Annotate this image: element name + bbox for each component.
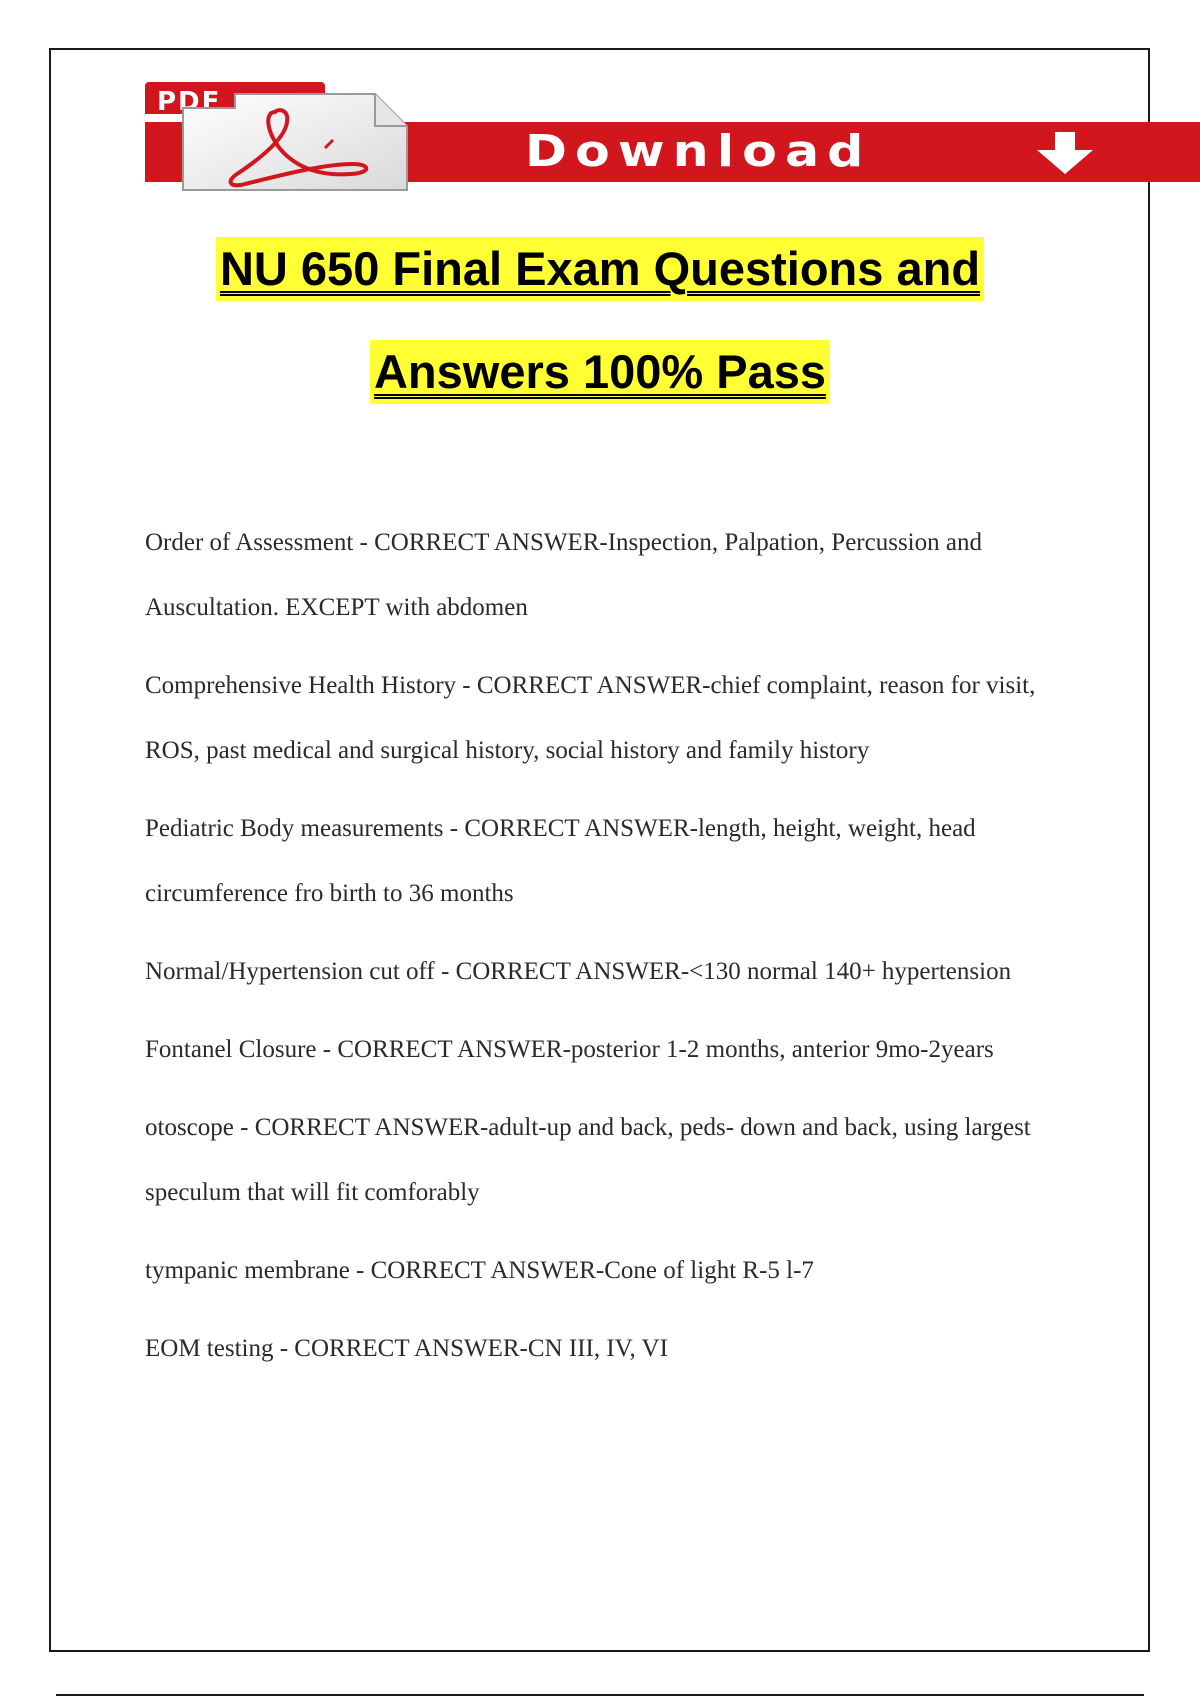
qa-item: Pediatric Body measurements - CORRECT ANSWER-length, height, weight, head circumference fro birth to 36 months [145,815,976,907]
qa-item: tympanic membrane - CORRECT ANSWER-Cone of light R-5 l-7 [145,1257,814,1284]
qa-list [145,510,1065,1394]
download-label[interactable]: Download [525,126,872,177]
pdf-label: PDF [157,87,222,117]
title-line-2-wrap [60,340,1140,404]
qa-item: otoscope - CORRECT ANSWER-adult-up and back, peds- down and back, using largest speculum that will fit comforably [145,1114,1031,1206]
bottom-rule [56,1694,1144,1696]
title-line-2: Answers 100% Pass [370,340,830,404]
qa-item: Comprehensive Health History - CORRECT ANSWER-chief complaint, reason for visit, ROS, past medical and surgical history, social history and family history [145,672,1036,764]
title-line-1-wrap [60,237,1140,301]
qa-item: Fontanel Closure - CORRECT ANSWER-posterior 1-2 months, anterior 9mo-2years [145,1036,994,1063]
pdf-document-icon [175,78,425,198]
pdf-download-banner[interactable] [145,78,1200,198]
title-line-1: NU 650 Final Exam Questions and [216,237,984,301]
qa-item: Normal/Hypertension cut off - CORRECT ANSWER-<130 normal 140+ hypertension [145,958,1012,985]
qa-item: Order of Assessment - CORRECT ANSWER-Inspection, Palpation, Percussion and Auscultation. EXCEPT with abdomen [145,529,982,621]
qa-item: EOM testing - CORRECT ANSWER-CN III, IV, VI [145,1335,668,1362]
download-arrow-icon[interactable] [1025,130,1105,176]
